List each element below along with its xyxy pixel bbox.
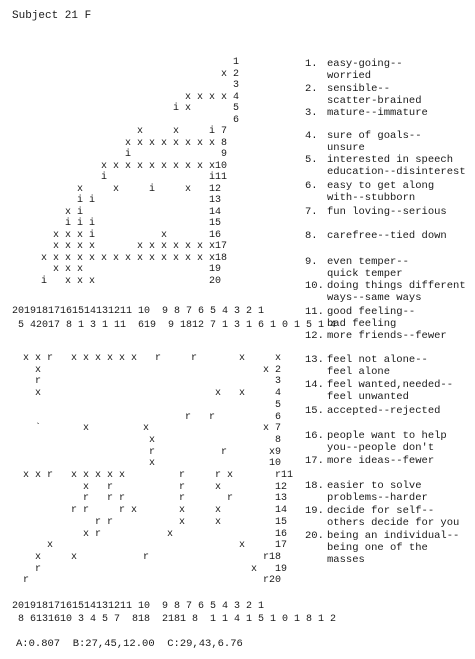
top-grid-row-2: x 2 <box>23 68 240 80</box>
item-text-line: easy to get along <box>327 180 435 192</box>
item-text-line: more friends--fewer <box>327 330 447 342</box>
top-grid-row-3: 3 <box>23 80 240 91</box>
bottom-grid-row-5: 5 <box>23 399 282 411</box>
top-grid-row-7: x x i 7 <box>23 126 228 137</box>
bottom-grid-row-10: x 10 <box>23 458 282 470</box>
item-number: 6. <box>305 180 318 192</box>
item-text-line: problems--harder <box>327 492 428 504</box>
bottom-grid-row-3: r 3 <box>23 376 282 388</box>
bottom-grid-row-14: r r r x x x 14 <box>23 505 288 517</box>
top-grid-row-15: i i i 15 <box>23 218 222 229</box>
item-text-line: education--disinterest <box>327 166 466 178</box>
item-text-line: others decide for you <box>327 517 460 529</box>
bottom-grid-row-11: x x r x x x x x r r x r11 <box>23 470 294 481</box>
item-text-line: carefree--tied down <box>327 230 447 242</box>
top-grid-row-11: i i11 <box>23 172 228 183</box>
item-number: 7. <box>305 206 318 218</box>
top-grid-row-19: x x x 19 <box>23 264 222 275</box>
item-text-line: people want to help <box>327 430 447 442</box>
bottom-grid-row-2: x x 2 <box>23 364 282 376</box>
item-number: 18. <box>305 480 324 492</box>
item-text-line: easy-going-- <box>327 58 403 70</box>
item-text-line: worried <box>327 70 372 82</box>
item-text-line: bad feeling <box>327 318 397 330</box>
item-text-line: decide for self-- <box>327 505 435 517</box>
item-text-line: accepted--rejected <box>327 405 441 417</box>
top-grid-row-8: x x x x x x x x 8 <box>23 137 228 149</box>
bottom-grid-row-1: x x r x x x x x x r r x x <box>23 353 282 364</box>
bottom-grid-row-17: x x 17 <box>23 540 288 552</box>
item-number: 11. <box>305 306 324 318</box>
item-text-line: easier to solve <box>327 480 422 492</box>
item-text-line: feel unwanted <box>327 391 409 403</box>
bottom-grid-row-13: r r r r r 13 <box>23 493 288 505</box>
bottom-column-counts: 8 6131610 3 4 5 7 818 2181 8 1 1 4 1 5 1 0 1 8 1 2 <box>12 614 337 625</box>
item-number: 16. <box>305 430 324 442</box>
item-number: 9. <box>305 256 318 268</box>
top-grid-row-14: x i 14 <box>23 206 222 218</box>
item-number: 1. <box>305 58 318 70</box>
top-grid-row-1: 1 <box>23 57 240 68</box>
top-grid-row-18: x x x x x x x x x x x x x x x18 <box>23 252 228 264</box>
bottom-grid-row-4: x x x 4 <box>23 388 282 400</box>
bottom-grid-row-20: r r20 <box>23 575 282 587</box>
item-text-line: feel not alone-- <box>327 354 428 366</box>
item-number: 5. <box>305 154 318 166</box>
bottom-grid-row-18: x x r r18 <box>23 551 282 563</box>
subject-heading: Subject 21 F <box>12 10 92 22</box>
item-number: 19. <box>305 505 324 517</box>
bottom-grid-row-16: x r x 16 <box>23 528 288 540</box>
item-text-line: being an individual-- <box>327 530 460 542</box>
item-text-line: sure of goals-- <box>327 130 422 142</box>
item-text-line: with--stubborn <box>327 192 416 204</box>
summary-statistics: A:0.807 B:27,45,12.00 C:29,43,6.76 <box>16 638 243 650</box>
item-text-line: fun loving--serious <box>327 206 447 218</box>
item-text-line: ways--same ways <box>327 292 422 304</box>
bottom-grid-row-7: ` x x x 7 <box>23 423 282 435</box>
bottom-grid-row-12: x r r x 12 <box>23 481 288 493</box>
bottom-grid-row-8: x 8 <box>23 434 282 446</box>
item-number: 15. <box>305 405 324 417</box>
top-grid-row-17: x x x x x x x x x x x17 <box>23 241 228 252</box>
item-text-line: more ideas--fewer <box>327 455 435 467</box>
item-number: 12. <box>305 330 324 342</box>
item-number: 20. <box>305 530 324 542</box>
bottom-grid-row-19: r x 19 <box>23 563 288 575</box>
top-column-numbers: 20191817161514131211 10 9 8 7 6 5 4 3 2 1 <box>12 306 265 317</box>
item-text-line: even temper-- <box>327 256 409 268</box>
bottom-column-numbers: 20191817161514131211 10 9 8 7 6 5 4 3 2 1 <box>12 601 265 612</box>
item-text-line: mature--immature <box>327 107 428 119</box>
top-grid-row-13: i i 13 <box>23 195 222 206</box>
bottom-grid-row-6: r r 6 <box>23 411 282 423</box>
top-grid-row-16: x x x i x 16 <box>23 229 222 241</box>
item-number: 2. <box>305 83 318 95</box>
top-grid-row-6: 6 <box>23 114 240 126</box>
item-text-line: you--people don't <box>327 442 435 454</box>
item-text-line: quick temper <box>327 268 403 280</box>
item-text-line: being one of the <box>327 542 428 554</box>
item-text-line: scatter-brained <box>327 95 422 107</box>
top-grid-row-9: i 9 <box>23 149 228 160</box>
item-number: 14. <box>305 379 324 391</box>
top-grid-row-12: x x i x 12 <box>23 183 222 195</box>
item-number: 3. <box>305 107 318 119</box>
top-grid-row-10: x x x x x x x x x x10 <box>23 160 228 172</box>
item-number: 17. <box>305 455 324 467</box>
item-text-line: feel wanted,needed-- <box>327 379 454 391</box>
item-number: 4. <box>305 130 318 142</box>
bottom-grid-row-15: r r x x 15 <box>23 516 288 528</box>
item-text-line: feel alone <box>327 366 391 378</box>
top-grid-row-20: i x x x 20 <box>23 275 222 287</box>
item-text-line: good feeling-- <box>327 306 416 318</box>
item-number: 13. <box>305 354 324 366</box>
item-number: 10. <box>305 280 324 292</box>
top-column-counts: 5 42017 8 1 3 1 11 619 9 1812 7 1 3 1 6 1 0 1 5 1 4 <box>12 320 337 331</box>
item-text-line: masses <box>327 554 365 566</box>
item-text-line: sensible-- <box>327 83 391 95</box>
item-text-line: unsure <box>327 142 365 154</box>
item-text-line: doing things different <box>327 280 466 292</box>
item-text-line: interested in speech <box>327 154 454 166</box>
top-grid-row-5: i x 5 <box>23 103 240 114</box>
top-grid-row-4: x x x x 4 <box>23 91 240 103</box>
bottom-grid-row-9: r r x9 <box>23 446 282 458</box>
item-number: 8. <box>305 230 318 242</box>
